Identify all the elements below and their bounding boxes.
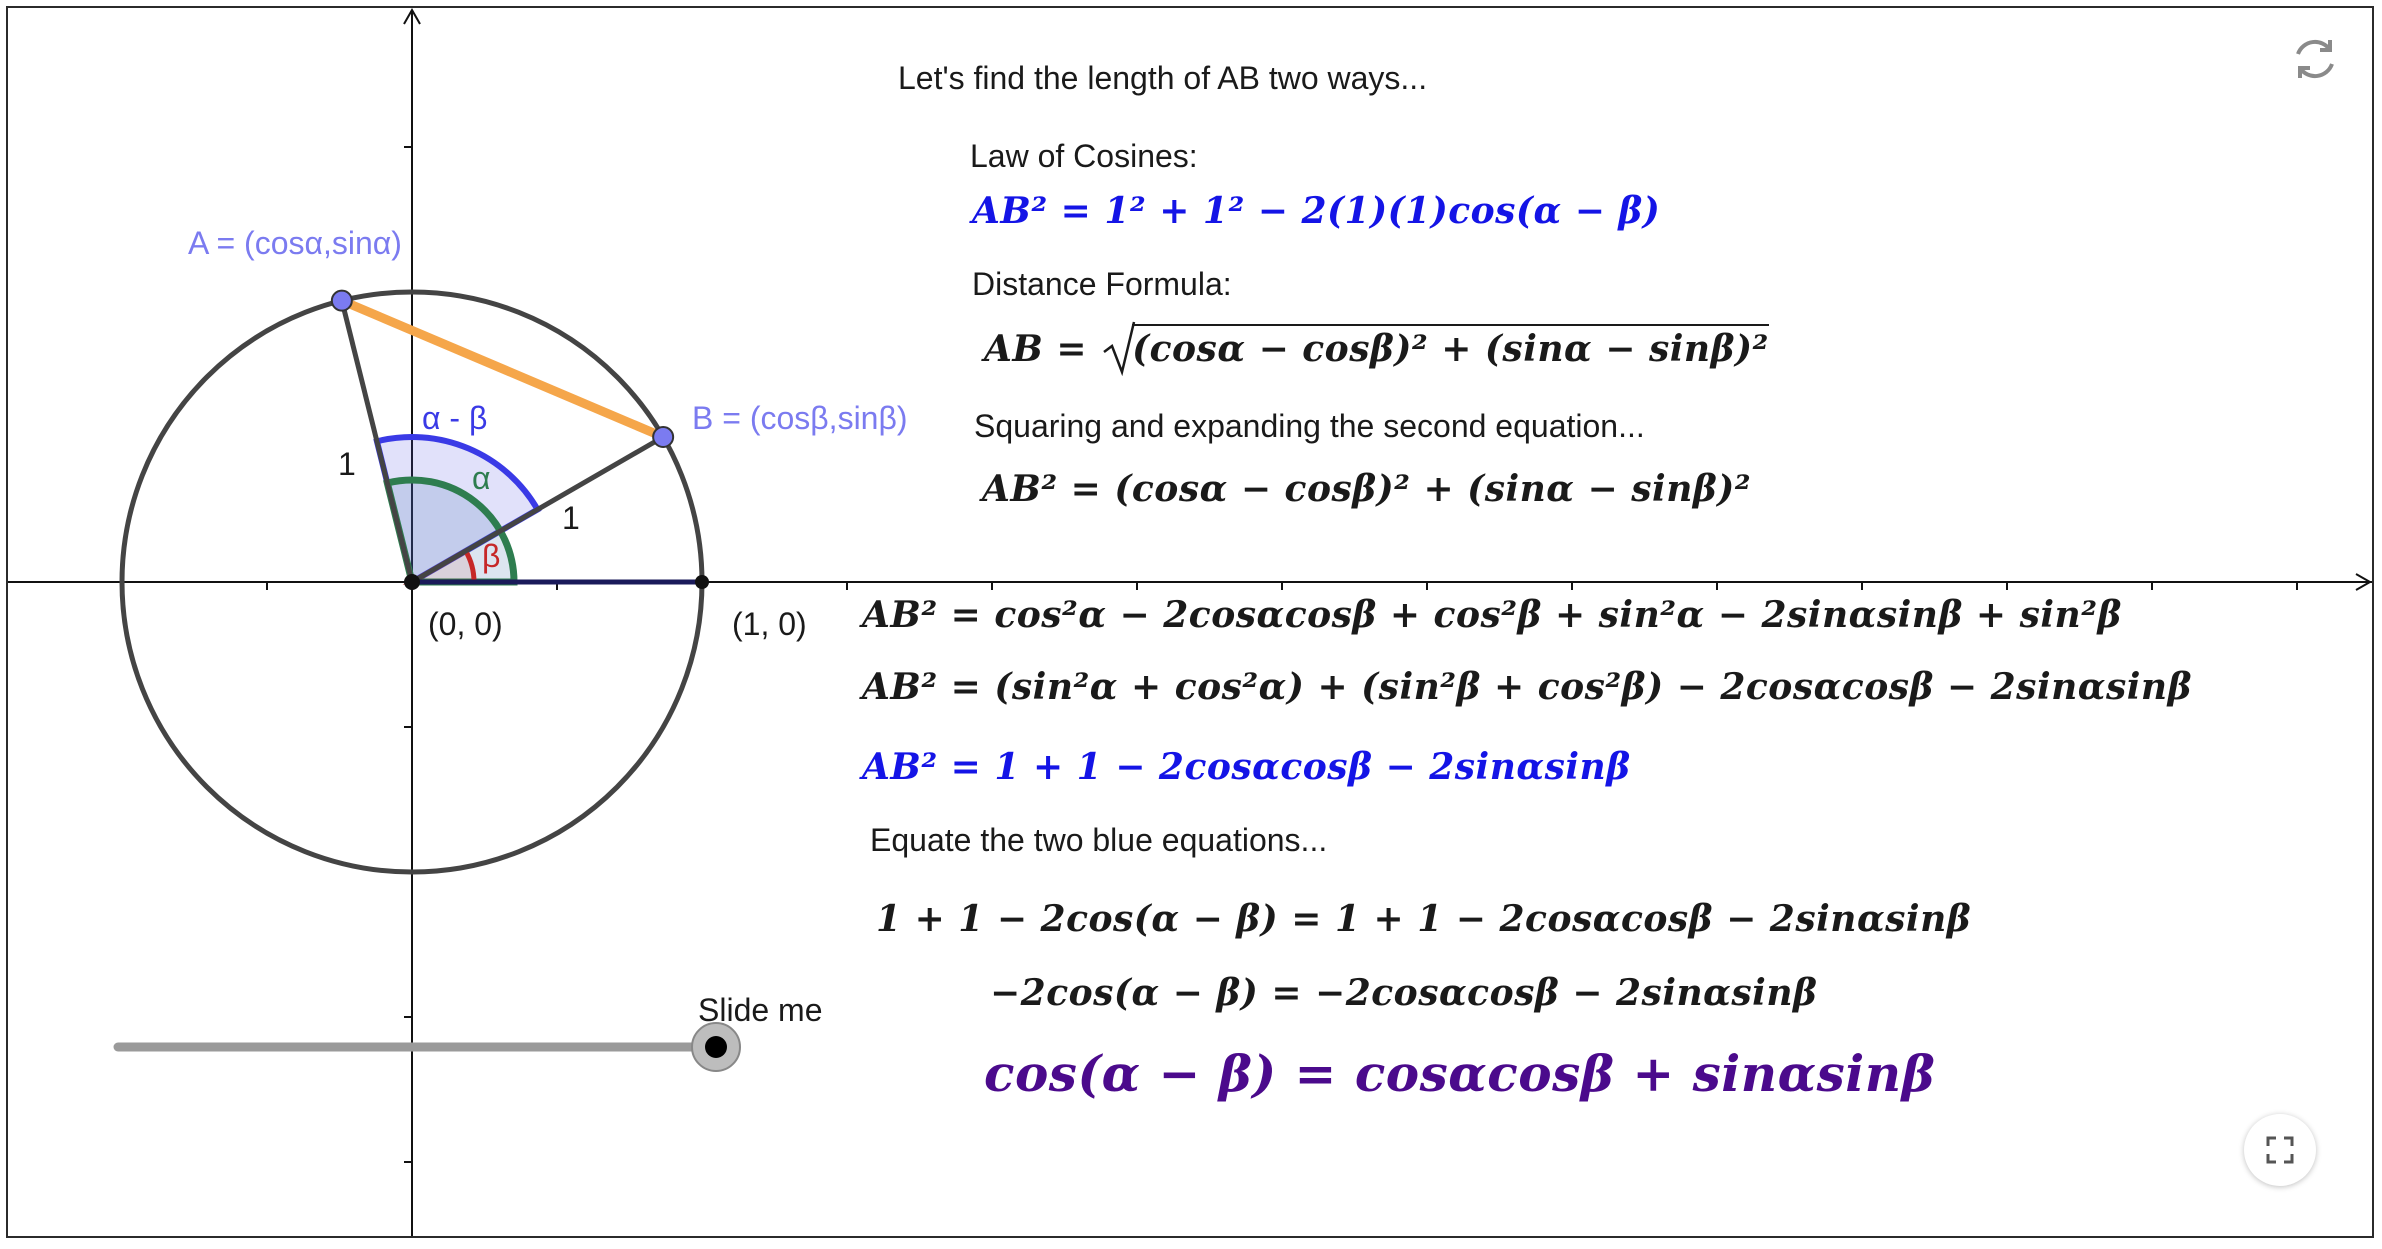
squaring-text: Squaring and expanding the second equation... <box>974 408 1645 444</box>
radius-b-label: 1 <box>562 500 580 536</box>
intro-text: Let's find the length of AB two ways... <box>898 60 1428 96</box>
unit-point-label: (1, 0) <box>732 606 807 642</box>
result-identity: cos(α − β) = cosαcosβ + sinαsinβ <box>984 1044 1936 1103</box>
expanded-equation-1: AB² = cos²α − 2cosαcosβ + cos²β + sin²α − 2sinαsinβ + sin²β <box>862 594 2122 636</box>
distance-radicand: (cosα − cosβ)² + (sinα − sinβ)² <box>1132 324 1769 370</box>
unit-point <box>695 575 709 589</box>
slider-handle[interactable] <box>705 1036 727 1058</box>
point-b-label: B = (cosβ,sinβ) <box>692 400 908 436</box>
alpha-label: α <box>472 460 491 496</box>
point-a-label: A = (cosα,sinα) <box>188 225 402 261</box>
origin-label: (0, 0) <box>428 606 503 642</box>
sqrt-group <box>1102 324 1769 370</box>
geogebra-applet <box>6 6 2374 1238</box>
reset-icon <box>2286 30 2344 88</box>
point-a[interactable] <box>332 291 352 311</box>
equate-equation-2: −2cos(α − β) = −2cosαcosβ − 2sinαsinβ <box>990 972 1818 1014</box>
distance-formula-equation <box>984 324 1769 370</box>
beta-label: β <box>482 538 501 574</box>
slider-label: Slide me <box>698 992 823 1028</box>
law-of-cosines-heading: Law of Cosines: <box>970 138 1198 174</box>
fullscreen-button[interactable] <box>2244 1114 2316 1186</box>
fullscreen-icon <box>2244 1114 2316 1186</box>
radius-a-label: 1 <box>338 446 356 482</box>
expanded-equation-2: AB² = (sin²α + cos²α) + (sin²β + cos²β) − 2cosαcosβ − 2sinαsinβ <box>862 666 2193 708</box>
segment-ab <box>342 301 663 437</box>
reset-button[interactable] <box>2286 30 2344 88</box>
equate-text: Equate the two blue equations... <box>870 822 1328 858</box>
expanded-equation-3: AB² = 1 + 1 − 2cosαcosβ − 2sinαsinβ <box>862 746 1631 788</box>
sqrt-sign-icon <box>1102 318 1136 376</box>
distance-formula-heading: Distance Formula: <box>972 266 1232 302</box>
origin-point <box>404 574 420 590</box>
law-of-cosines-equation: AB² = 1² + 1² − 2(1)(1)cos(α − β) <box>972 190 1661 232</box>
squared-equation: AB² = (cosα − cosβ)² + (sinα − sinβ)² <box>982 468 1752 510</box>
distance-lhs: AB = <box>984 328 1101 370</box>
equate-equation-1: 1 + 1 − 2cos(α − β) = 1 + 1 − 2cosαcosβ − 2sinαsinβ <box>876 898 1972 940</box>
alpha-minus-beta-label: α - β <box>422 400 488 436</box>
point-b[interactable] <box>653 427 673 447</box>
